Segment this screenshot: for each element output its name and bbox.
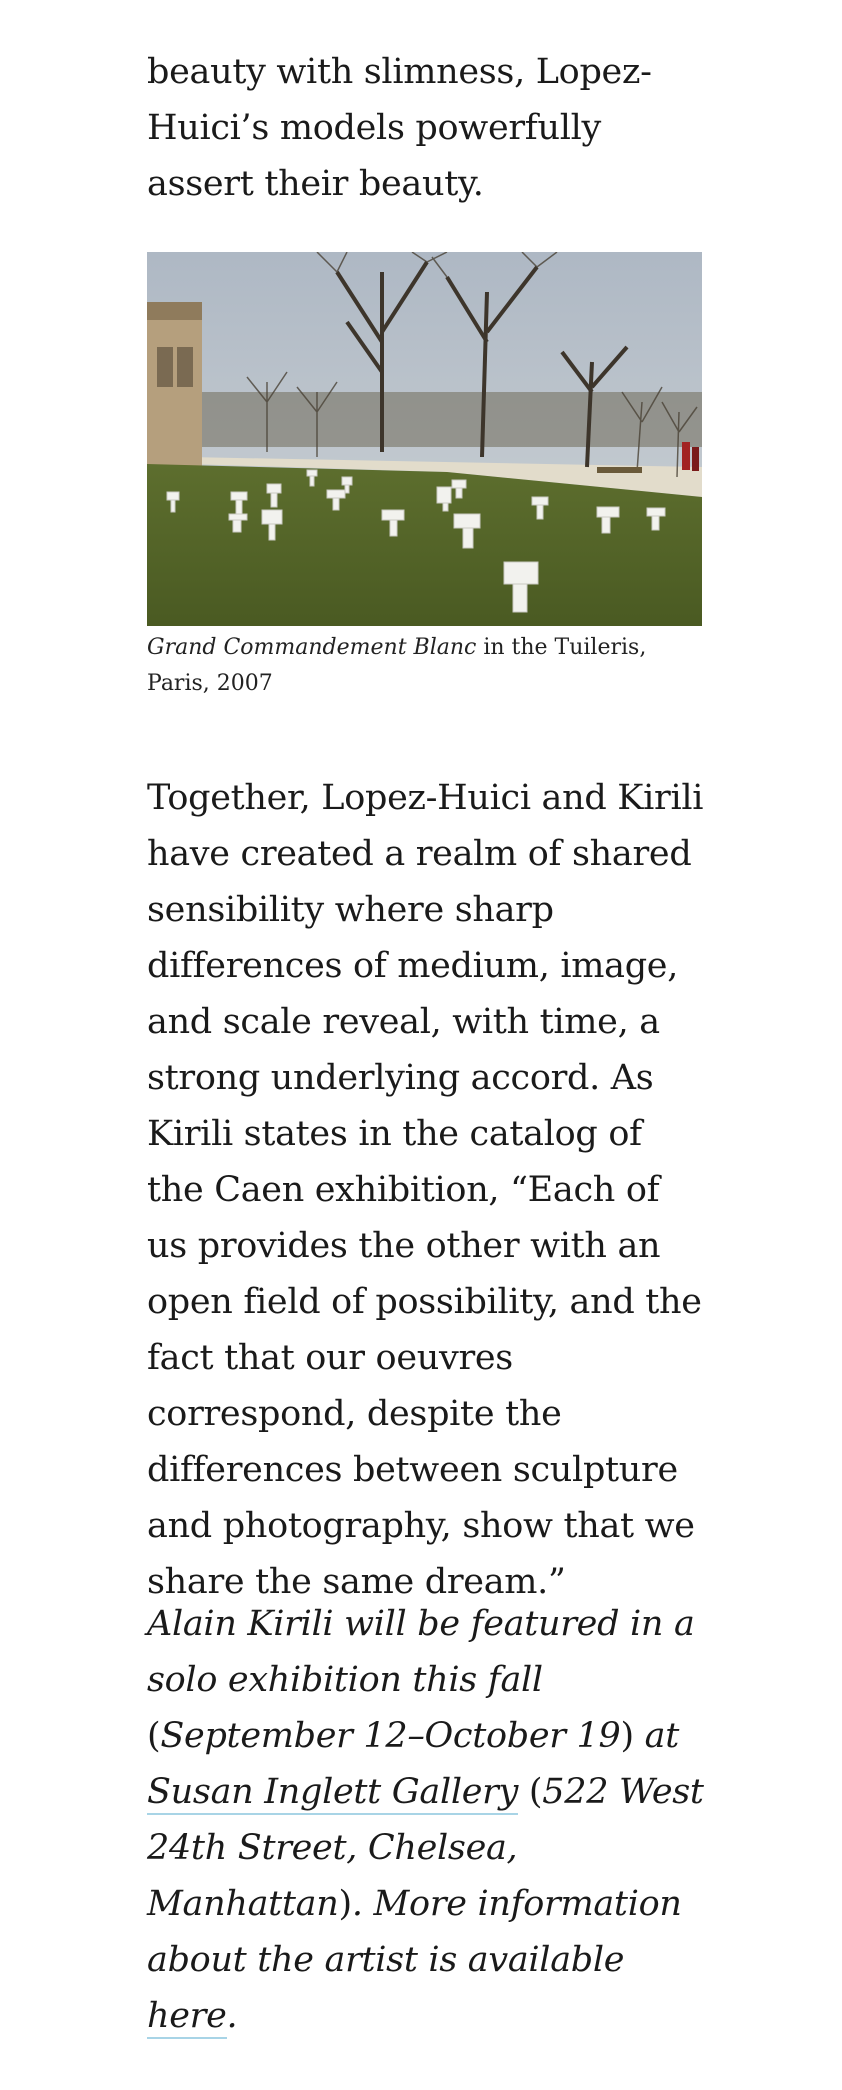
- gallery-link[interactable]: Susan Inglett Gallery: [147, 1772, 518, 1815]
- note-paren-open: (: [147, 1716, 161, 1756]
- note-space: [518, 1772, 529, 1812]
- note-period: .: [226, 1996, 238, 2036]
- main-paragraph: Together, Lopez-Huici and Kirili have created a realm of shared sensibility where sharp differences of medium, image, and scale reveal, with time, a strong underlying accord. As Kirili states in the catalog of the Caen exhibition, “Each of us provides the other with an open field of possibility, and the fact that our oeuvres correspond, despite the differences between sculpture and photography, show that we share the same dream.”: [147, 778, 704, 1602]
- note-text-2: at: [633, 1716, 680, 1756]
- artist-info-link[interactable]: here: [147, 1996, 227, 2039]
- sculpture-photo: [147, 252, 702, 626]
- intro-paragraph: beauty with slimness, Lopez-Huici’s models powerfully assert their beauty.: [147, 52, 652, 204]
- note-text-3: . More information about the artist is available: [147, 1884, 682, 1980]
- note-address: 522 West 24th Street, Chelsea, Manhattan: [147, 1772, 704, 1924]
- note-dates: September 12–October 19: [160, 1716, 621, 1756]
- caption-location: in the Tuileris, Paris, 2007: [147, 635, 647, 696]
- note-text-1: Alain Kirili will be featured in a solo exhibition this fall: [147, 1604, 695, 1700]
- note-paren-close: ): [620, 1716, 634, 1756]
- figure-caption: [147, 630, 667, 702]
- note-paren-close-2: ): [338, 1884, 352, 1924]
- exhibition-note: [147, 1596, 707, 2044]
- note-paren-open-2: (: [528, 1772, 543, 1812]
- caption-artwork-title: Grand Commandement Blanc: [147, 635, 477, 660]
